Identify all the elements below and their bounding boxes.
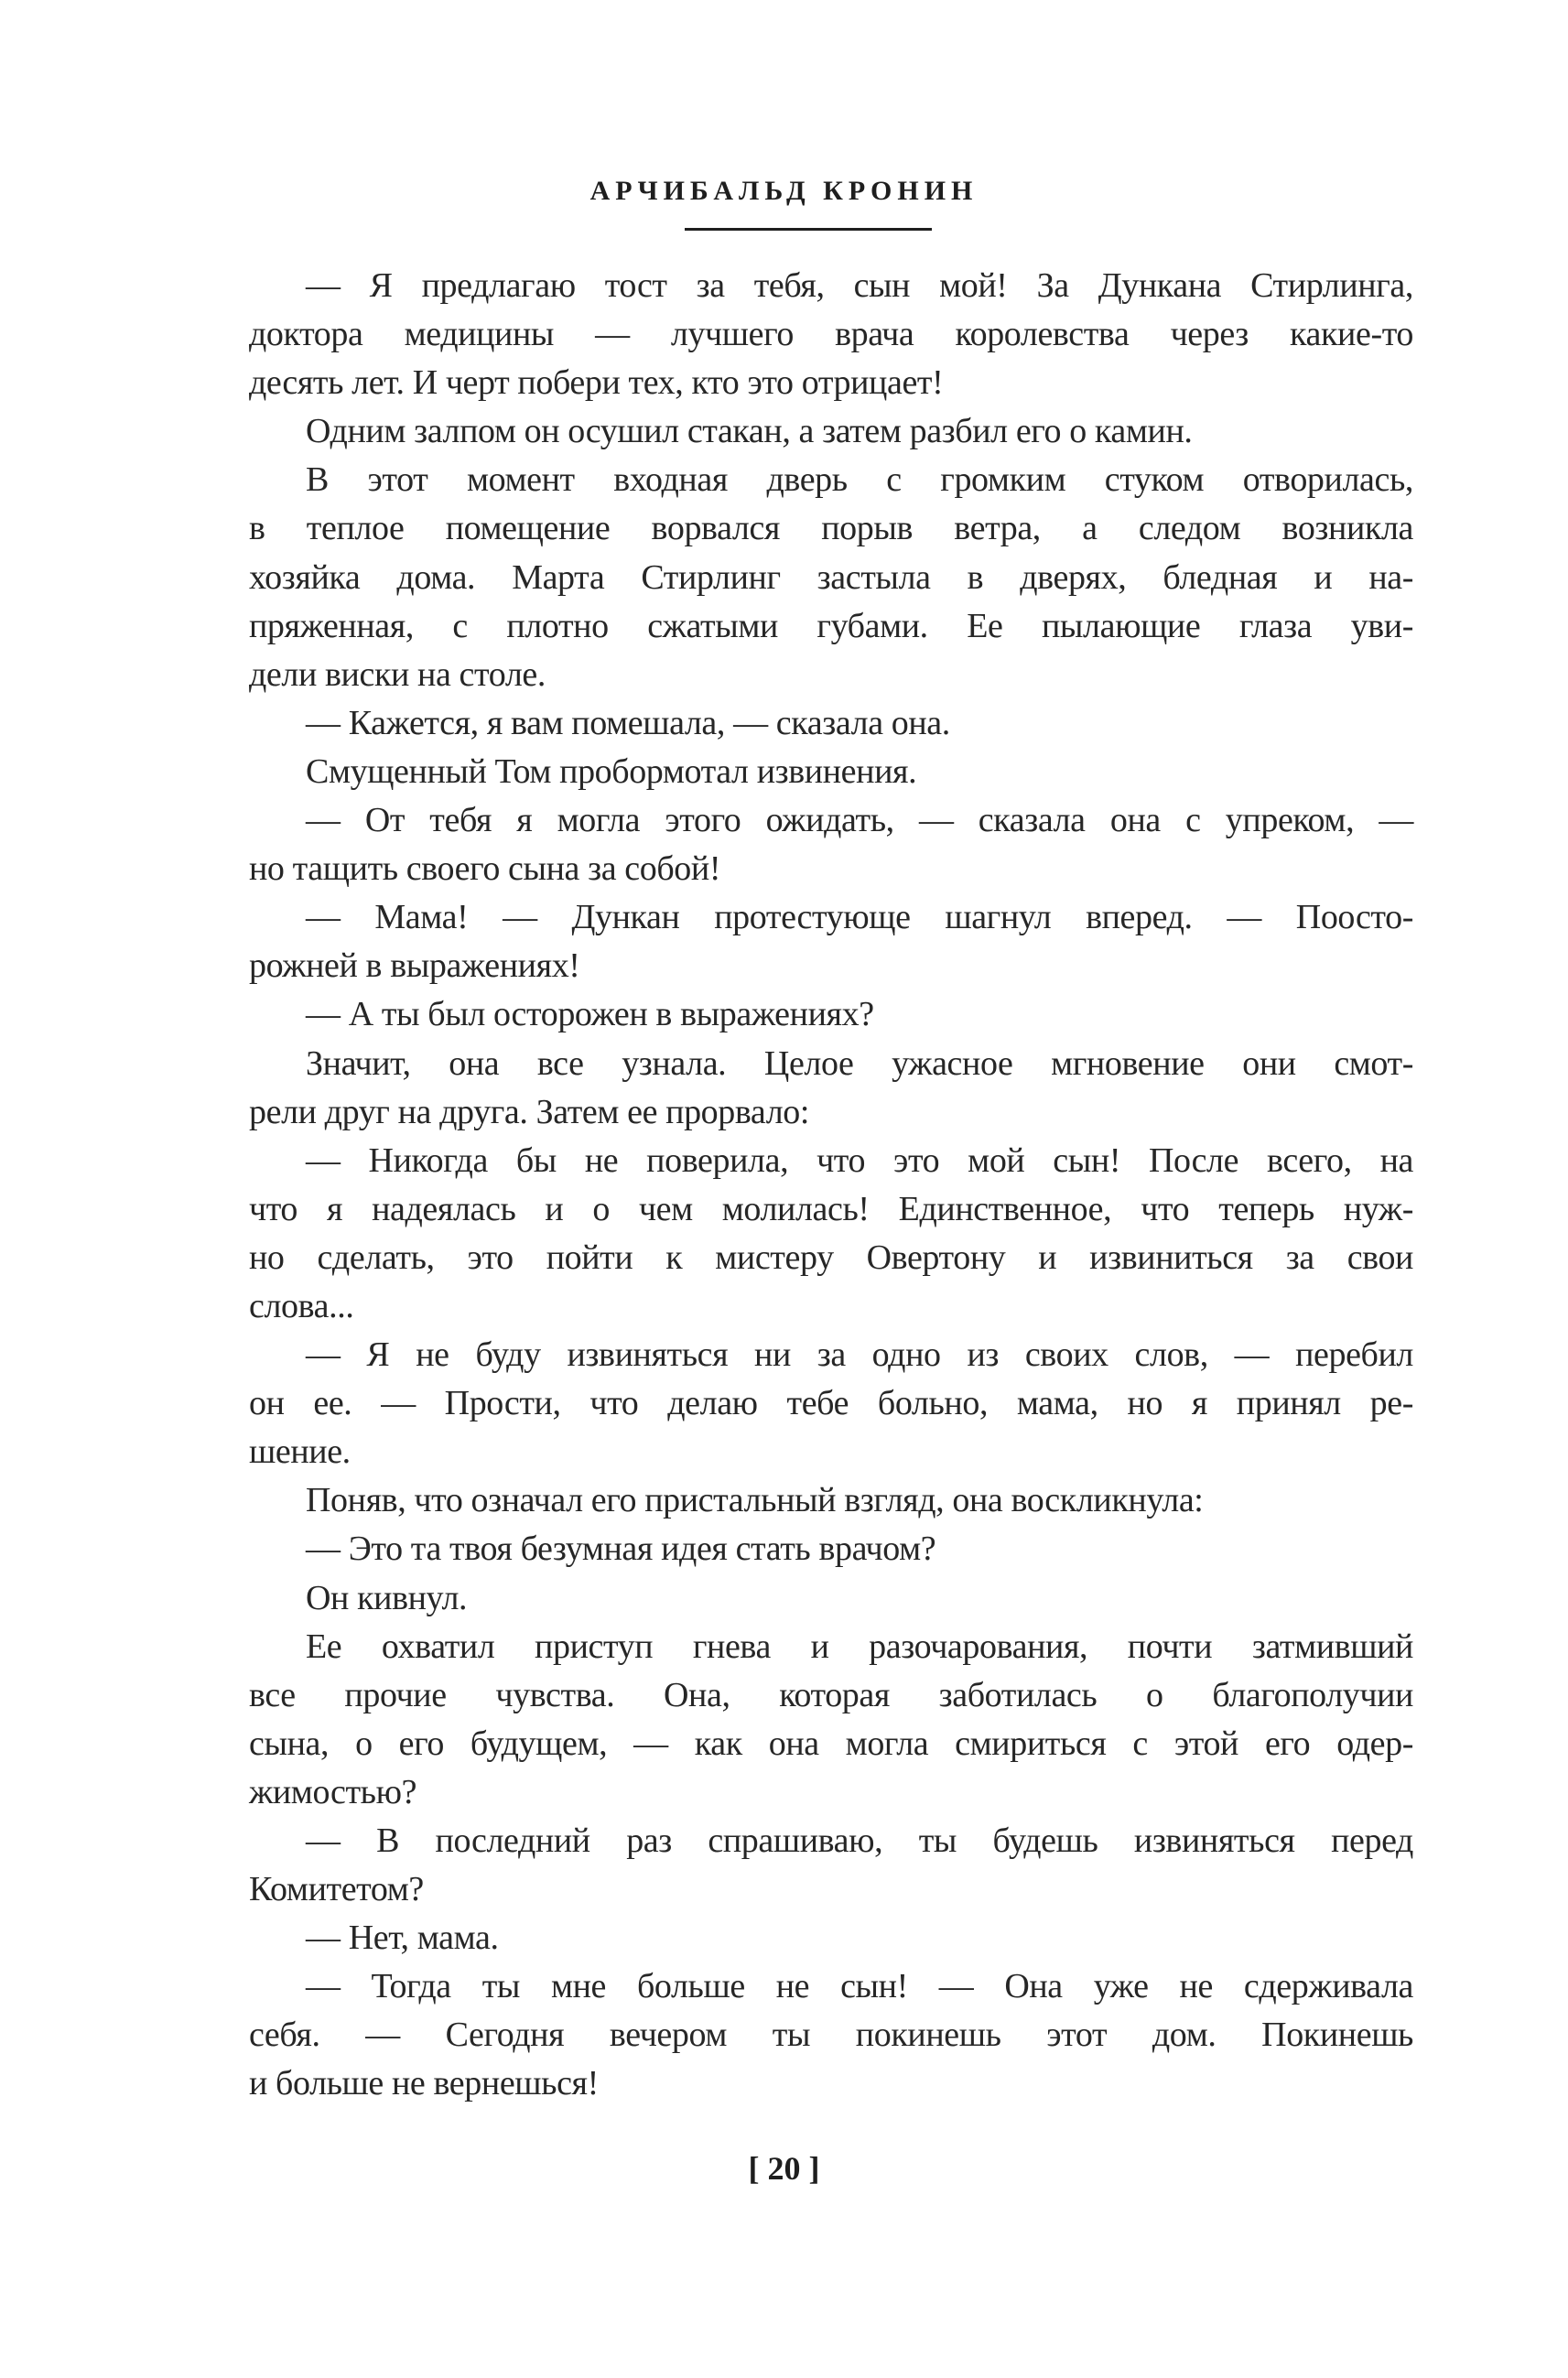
text-line: — Мама! — Дункан протестующе шагнул вперед. — Поосто-: [306, 898, 1413, 937]
text-line: шение.: [249, 1432, 351, 1472]
text-line: рели друг на друга. Затем ее прорвало:: [249, 1092, 810, 1131]
text-line: доктора медицины — лучшего врача королевства через какие-то: [249, 315, 1413, 354]
text-line: в теплое помещение ворвался порыв ветра, а следом возникла: [249, 509, 1413, 548]
text-line: что я надеялась и о чем молилась! Единственное, что теперь нуж-: [249, 1189, 1413, 1228]
text-line: — От тебя я могла этого ожидать, — сказала она с упреком, —: [306, 801, 1413, 840]
header-rule: [685, 228, 932, 231]
text-line: он ее. — Прости, что делаю тебе больно, мама, но я принял ре-: [249, 1384, 1413, 1423]
page-number: [ 20 ]: [748, 2150, 820, 2187]
text-line: Смущенный Том пробормотал извинения.: [306, 751, 917, 791]
text-line: Комитетом?: [249, 1870, 424, 1909]
text-line: десять лет. И черт побери тех, кто это отрицает!: [249, 363, 944, 403]
text-line: Значит, она все узнала. Целое ужасное мгновение они смот-: [306, 1043, 1413, 1083]
text-line: — Нет, мама.: [306, 1919, 499, 1958]
text-line: хозяйка дома. Марта Стирлинг застыла в дверях, бледная и на-: [249, 557, 1413, 597]
running-head: АРЧИБАЛЬД КРОНИН: [589, 176, 979, 206]
text-line: и больше не вернешься!: [249, 2064, 599, 2103]
text-line: но сделать, это пойти к мистеру Овертону и извиниться за свои: [249, 1238, 1413, 1277]
text-line: пряженная, с плотно сжатыми губами. Ее пылающие глаза уви-: [249, 606, 1413, 645]
text-line: слова...: [249, 1286, 354, 1325]
text-line: но тащить своего сына за собой!: [249, 849, 721, 889]
text-line: — Кажется, я вам помешала, — сказала она.: [306, 703, 950, 742]
text-line: В этот момент входная дверь с громким стуком отворилась,: [306, 460, 1413, 500]
text-line: — А ты был осторожен в выражениях?: [306, 995, 874, 1034]
text-line: рожней в выражениях!: [249, 946, 580, 986]
text-line: Он кивнул.: [306, 1578, 468, 1617]
text-line: сына, о его будущем, — как она могла смириться с этой его одер-: [249, 1724, 1413, 1763]
text-line: Поняв, что означал его пристальный взгляд, она воскликнула:: [306, 1481, 1204, 1520]
body-text: [249, 262, 1413, 2109]
text-line: — Никогда бы не поверила, что это мой сын! После всего, на: [306, 1140, 1413, 1180]
text-line: жимостью?: [249, 1772, 417, 1811]
text-line: Ее охватил приступ гнева и разочарования, почти затмивший: [306, 1627, 1413, 1666]
text-line: — Это та твоя безумная идея стать врачом?: [306, 1529, 936, 1569]
text-line: — Я не буду извиняться ни за одно из своих слов, — перебил: [306, 1335, 1413, 1375]
text-line: все прочие чувства. Она, которая заботилась о благополучии: [249, 1675, 1413, 1714]
text-line: — Тогда ты мне больше не сын! — Она уже не сдерживала: [306, 1967, 1413, 2006]
text-line: — Я предлагаю тост за тебя, сын мой! За Дункана Стирлинга,: [306, 266, 1413, 305]
text-line: дели виски на столе.: [249, 654, 546, 694]
text-line: Одним залпом он осушил стакан, а затем разбил его о камин.: [306, 412, 1193, 451]
text-line: — В последний раз спрашиваю, ты будешь извиняться перед: [306, 1821, 1413, 1860]
text-line: себя. — Сегодня вечером ты покинешь этот дом. Покинешь: [249, 2016, 1413, 2055]
